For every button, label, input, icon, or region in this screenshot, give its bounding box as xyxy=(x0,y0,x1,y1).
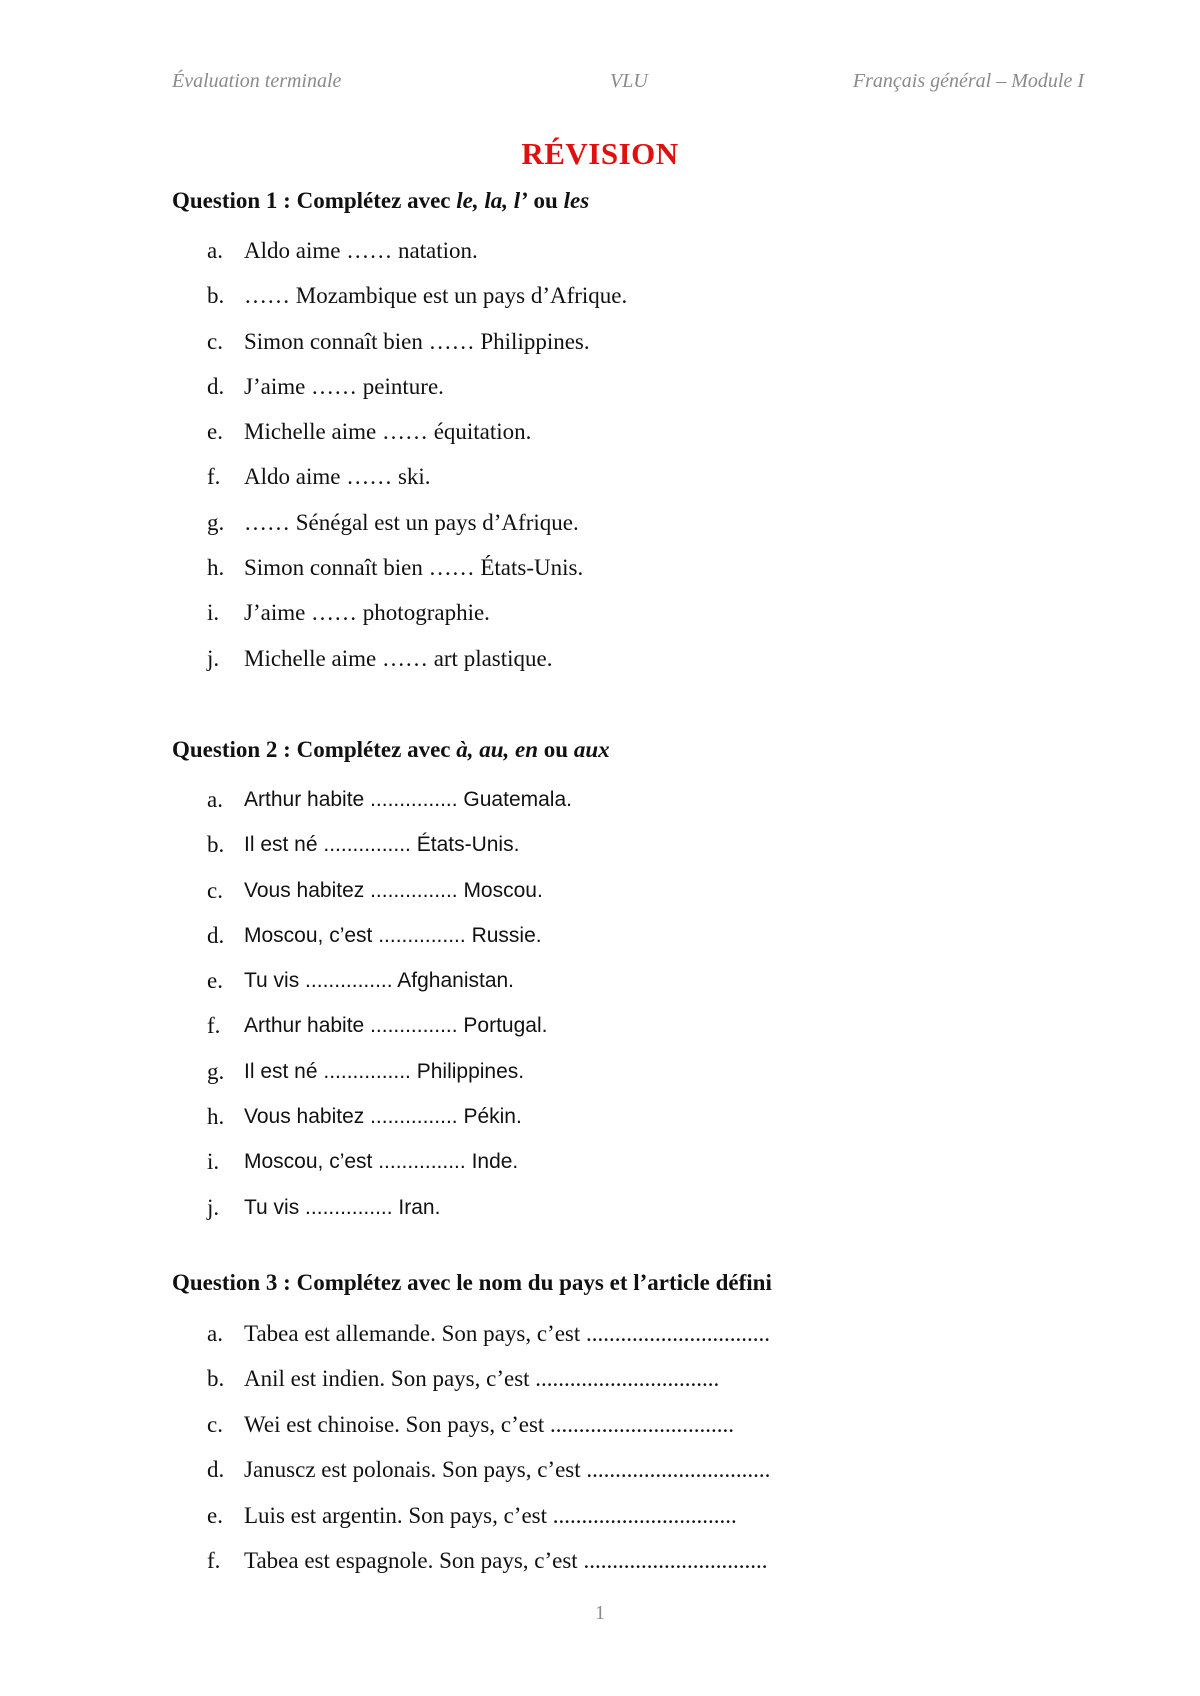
item-marker: a. xyxy=(207,238,223,263)
item-text: Tabea est espagnole. Son pays, c’est ................................ xyxy=(244,1547,768,1573)
item-marker: f. xyxy=(207,1547,221,1573)
item-marker: g. xyxy=(207,509,225,535)
page-header xyxy=(172,70,1084,100)
item-text: Januscz est polonais. Son pays, c’est ................................ xyxy=(244,1457,771,1483)
item-text: J’aime …… photographie. xyxy=(244,600,490,626)
item-marker: c. xyxy=(207,877,223,903)
item-marker: b. xyxy=(207,832,225,858)
item-text: Vous habitez ............... Pékin. xyxy=(244,1105,522,1129)
item-text: J’aime …… peinture. xyxy=(244,373,444,399)
item-marker: h. xyxy=(207,555,225,581)
item-marker: g. xyxy=(207,1058,225,1084)
item-marker: d. xyxy=(207,1457,225,1483)
item-marker: j. xyxy=(207,645,220,671)
item-text: Luis est argentin. Son pays, c’est ................................ xyxy=(244,1502,737,1528)
item-marker: c. xyxy=(207,328,223,354)
item-marker: e. xyxy=(207,1502,223,1528)
item-text: Vous habitez ............... Moscou. xyxy=(244,878,543,902)
item-marker: d. xyxy=(207,373,225,399)
item-marker: i. xyxy=(207,600,220,626)
item-text: …… Mozambique est un pays d’Afrique. xyxy=(244,283,628,309)
item-marker: b. xyxy=(207,1366,225,1392)
item-text: Tabea est allemande. Son pays, c’est ................................ xyxy=(244,1321,770,1346)
item-text: Aldo aime …… ski. xyxy=(244,464,431,490)
item-marker: f. xyxy=(207,464,221,490)
item-text: Il est né ............... Philippines. xyxy=(244,1059,525,1083)
item-text: Simon connaît bien …… États-Unis. xyxy=(244,555,584,581)
header-right: Français général – Module I xyxy=(852,70,1084,92)
item-marker: h. xyxy=(207,1104,225,1130)
item-text: Tu vis ............... Afghanistan. xyxy=(244,969,515,993)
item-marker: e. xyxy=(207,419,223,445)
page-number: 1 xyxy=(595,1602,605,1624)
item-text: Il est né ............... États-Unis. xyxy=(244,833,520,857)
question-2-last-word: aux xyxy=(573,737,610,762)
question-1-last-word: les xyxy=(563,188,590,213)
item-text: …… Sénégal est un pays d’Afrique. xyxy=(244,509,579,535)
question-1-heading xyxy=(172,188,589,214)
item-marker: d. xyxy=(207,922,225,948)
item-text: Michelle aime …… équitation. xyxy=(244,419,532,445)
item-marker: b. xyxy=(207,283,225,309)
header-left: Évaluation terminale xyxy=(172,70,342,92)
item-text: Arthur habite ............... Guatemala. xyxy=(244,788,572,811)
item-text: Michelle aime …… art plastique. xyxy=(244,645,553,671)
question-1-words: le, la, l’ xyxy=(456,188,528,213)
item-text: Anil est indien. Son pays, c’est ................................ xyxy=(244,1366,720,1392)
item-marker: f. xyxy=(207,1013,221,1039)
item-text: Arthur habite ............... Portugal. xyxy=(244,1014,548,1038)
question-3-heading: Question 3 : Complétez avec le nom du pays et l’article défini xyxy=(172,1270,772,1295)
question-2-connector: ou xyxy=(538,737,574,762)
item-text: Moscou, c’est ............... Russie. xyxy=(244,923,542,947)
item-text: Tu vis ............... Iran. xyxy=(244,1195,441,1219)
item-text: Moscou, c’est ............... Inde. xyxy=(244,1150,519,1174)
question-2-heading xyxy=(172,737,610,763)
page-title: RÉVISION xyxy=(521,136,679,171)
item-marker: j. xyxy=(207,1194,220,1220)
question-1-prefix: Question 1 : Complétez avec xyxy=(172,188,457,213)
item-text: Aldo aime …… natation. xyxy=(244,238,478,263)
header-center: VLU xyxy=(610,70,648,92)
item-marker: i. xyxy=(207,1149,220,1175)
question-2-prefix: Question 2 : Complétez avec xyxy=(172,737,457,762)
item-text: Wei est chinoise. Son pays, c’est ................................ xyxy=(244,1411,735,1437)
item-text: Simon connaît bien …… Philippines. xyxy=(244,328,590,354)
item-marker: a. xyxy=(207,787,223,812)
item-marker: e. xyxy=(207,968,223,994)
question-2-words: à, au, en xyxy=(456,737,539,762)
item-marker: c. xyxy=(207,1411,223,1437)
question-1-connector: ou xyxy=(527,188,564,213)
item-marker: a. xyxy=(207,1321,223,1346)
